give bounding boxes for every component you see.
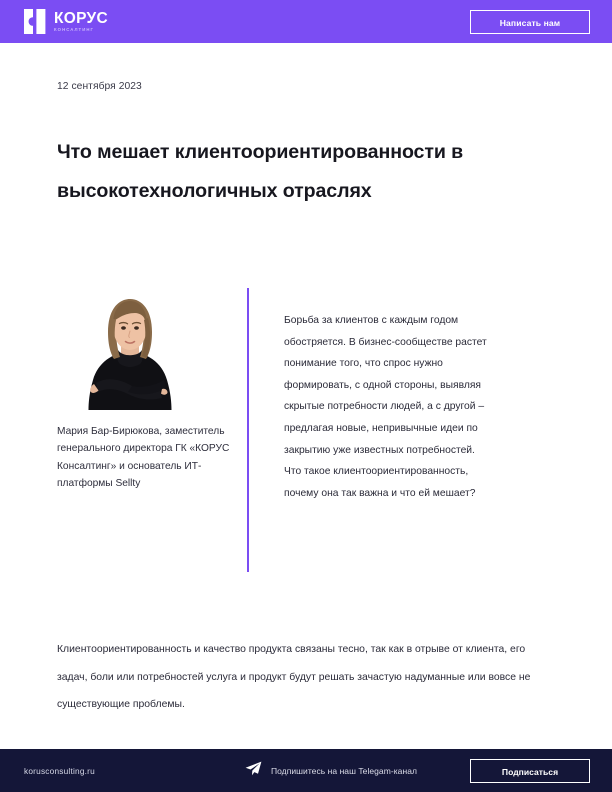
article-page bbox=[0, 43, 612, 749]
page-title: Что мешает клиентоориентированности в высокотехнологичных отраслях bbox=[57, 141, 464, 203]
site-footer bbox=[0, 749, 612, 792]
subscribe-button[interactable]: Подписаться bbox=[470, 759, 590, 783]
author-photo bbox=[78, 288, 182, 410]
pull-quote: Борьба за клиентов с каждым годом обостряется. В бизнес-сообществе растет понимание того, что спрос нужно формировать, с одной стороны, выявляя скрытые потребности людей, а с другой – предлагая новые, непривычные идеи по закрытию уже известных потребностей. Что такое клиентоориентированность, почему она так важна и что ей мешает? bbox=[284, 315, 487, 499]
logo-subtitle: КОНСАЛТИНГ bbox=[54, 27, 94, 33]
footer-website-link[interactable]: korusconsulting.ru bbox=[24, 765, 95, 776]
telegram-paper-plane-icon bbox=[245, 761, 262, 781]
article-date: 12 сентября 2023 bbox=[57, 81, 142, 92]
contact-us-button[interactable]: Написать нам bbox=[470, 10, 590, 34]
korus-logo-text bbox=[54, 11, 108, 33]
author-column bbox=[57, 288, 230, 493]
telegram-promo-text: Подпишитесь на наш Telegam-канал bbox=[270, 765, 417, 776]
site-header bbox=[0, 0, 612, 43]
body-paragraph: Клиентоориентированность и качество продукта связаны тесно, так как в отрыве от клиента, его задач, боли или потребностей услуга и продукт будут решать зачастую надуманные или вовсе не существующие проблемы. bbox=[57, 644, 531, 711]
logo-title: КОРУС bbox=[54, 9, 108, 27]
telegram-promo[interactable] bbox=[245, 761, 417, 781]
korus-k-mark-icon bbox=[24, 9, 47, 34]
quote-accent-rule bbox=[247, 288, 249, 572]
korus-logo[interactable] bbox=[24, 9, 108, 34]
author-caption: Мария Бар-Бирюкова, заместитель генерального директора ГК «КОРУС Консалтинг» и основатель ИТ-платформы Sellty bbox=[57, 426, 230, 490]
